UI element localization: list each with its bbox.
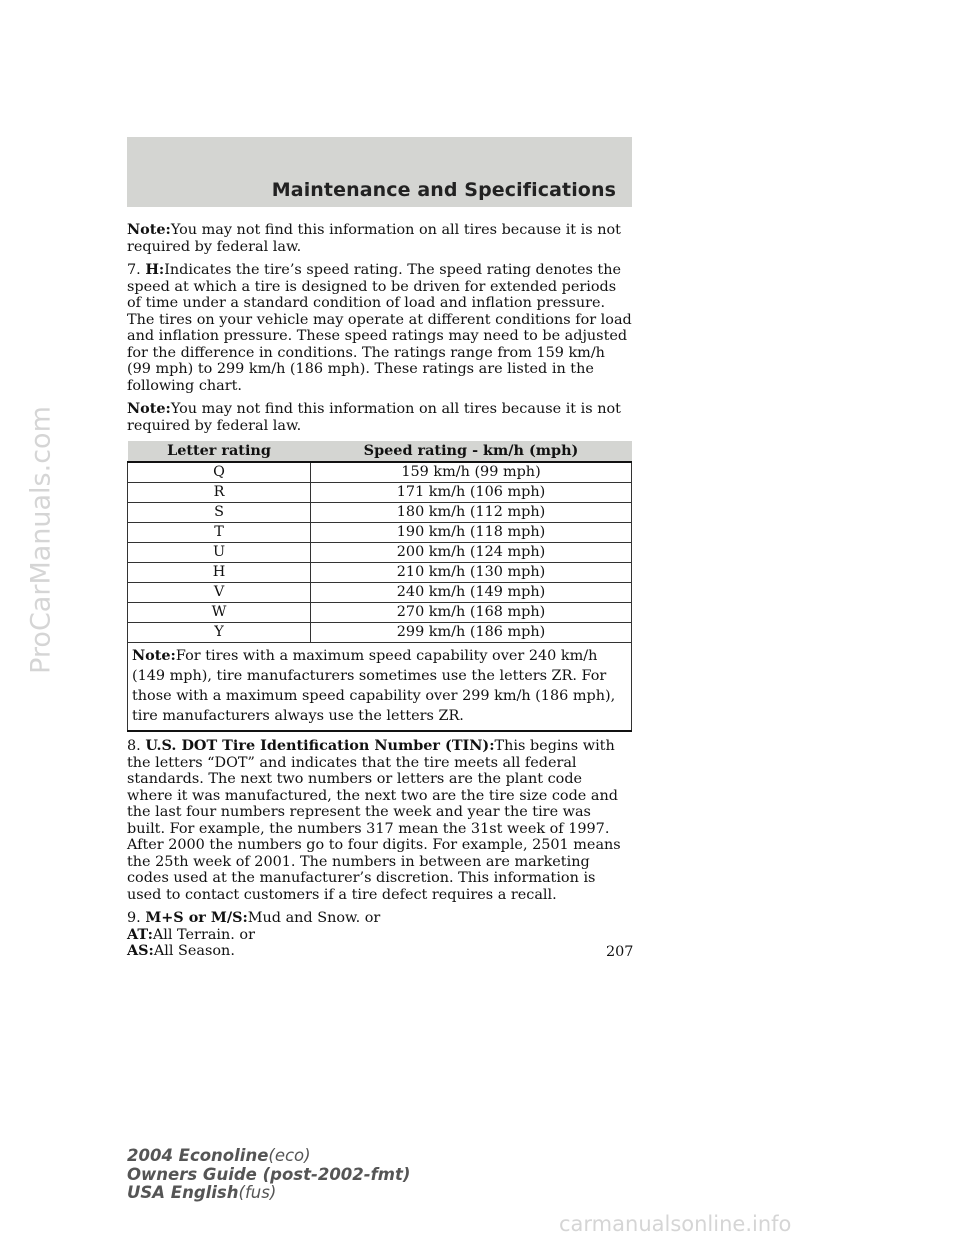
- item-text: All Season.: [153, 943, 235, 959]
- column-header: Letter rating: [128, 441, 311, 462]
- letter-cell: V: [128, 583, 311, 603]
- note-text: For tires with a maximum speed capability over 240 km/h (149 mph), tire manufacturers sometimes use the letters ZR. For those with a maximum speed capability over 299 km/h (186 mph), tire manufacturers always use the letters ZR.: [132, 648, 616, 724]
- letter-cell: R: [128, 483, 311, 503]
- note-text: You may not find this information on all tires because it is not required by federal law.: [127, 222, 621, 255]
- table-row: [128, 503, 632, 523]
- speed-cell: 270 km/h (168 mph): [311, 603, 632, 623]
- table-header-row: [128, 441, 632, 462]
- speed-rating-table: [127, 441, 632, 732]
- speed-cell: 200 km/h (124 mph): [311, 543, 632, 563]
- item-number: 8.: [127, 738, 146, 754]
- footer-line-1: [127, 1147, 410, 1166]
- table-row: [128, 462, 632, 483]
- item-text: All Terrain. or: [152, 926, 255, 943]
- item-8-paragraph: [127, 738, 632, 903]
- speed-cell: 171 km/h (106 mph): [311, 483, 632, 503]
- section-title: Maintenance and Specifications: [271, 179, 616, 201]
- footer-model: 2004 Econoline: [127, 1146, 269, 1165]
- letter-cell: H: [128, 563, 311, 583]
- table-row: [128, 483, 632, 503]
- table-row: [128, 543, 632, 563]
- letter-cell: W: [128, 603, 311, 623]
- item-label: AS:: [127, 942, 154, 959]
- letter-cell: T: [128, 523, 311, 543]
- section-header: [127, 137, 632, 207]
- item-label: AT:: [127, 925, 153, 943]
- note-text: You may not find this information on all tires because it is not required by federal law.: [127, 401, 621, 434]
- at-line: [127, 927, 632, 944]
- column-header: Speed rating - km/h (mph): [311, 441, 632, 462]
- side-watermark: ProCarManuals.com: [25, 406, 57, 674]
- letter-cell: S: [128, 503, 311, 523]
- table-row: [128, 603, 632, 623]
- site-watermark: carmanualsonline.info: [559, 1212, 792, 1236]
- item-number: 7.: [127, 262, 146, 278]
- item-text: Indicates the tire’s speed rating. The speed rating denotes the speed at which a tire is designed to be driven for extended periods of time under a standard condition of load and inflation pressure. The tires on your vehicle may operate at different conditions for load and inflation pressure. These speed ratings may need to be adjusted for the difference in conditions. The ratings range from 159 km/h (99 mph) to 299 km/h (186 mph). These ratings are listed in the following chart.: [127, 262, 632, 394]
- speed-cell: 210 km/h (130 mph): [311, 563, 632, 583]
- item-label: U.S. DOT Tire Identification Number (TIN):: [145, 737, 495, 754]
- page-number: 207: [606, 944, 634, 960]
- table-note: [128, 643, 632, 732]
- footer-model-code: (eco): [268, 1146, 311, 1165]
- item-number: 9.: [127, 910, 146, 926]
- footer-language-code: (fus): [238, 1183, 277, 1202]
- speed-cell: 180 km/h (112 mph): [311, 503, 632, 523]
- item-text: This begins with the letters “DOT” and indicates that the tire meets all federal standards. The next two numbers or letters are the plant code where it was manufactured, the next two are the tire size code and the last four numbers represent the week and year the tire was built. For example, the numbers 317 mean the 31st week of 1997. After 2000 the numbers go to four digits. For example, 2501 means the 25th week of 2001. The numbers in between are marketing codes used at the manufacturer’s discretion. This information is used to contact customers if a tire defect requires a recall.: [127, 738, 621, 903]
- item-9-paragraph: [127, 910, 632, 927]
- page-content: [127, 222, 632, 967]
- note-label: Note:: [127, 221, 171, 238]
- table-row: [128, 623, 632, 643]
- speed-cell: 159 km/h (99 mph): [311, 462, 632, 483]
- letter-cell: Y: [128, 623, 311, 643]
- footer-line-3: [127, 1184, 410, 1203]
- item-label: H:: [145, 261, 165, 278]
- note-paragraph: [127, 401, 632, 434]
- item-7-paragraph: [127, 262, 632, 394]
- item-label: M+S or M/S:: [145, 909, 248, 926]
- letter-cell: Q: [128, 462, 311, 483]
- note-paragraph: [127, 222, 632, 255]
- table-row: [128, 583, 632, 603]
- speed-cell: 190 km/h (118 mph): [311, 523, 632, 543]
- as-line: [127, 943, 632, 960]
- table-note-row: [128, 643, 632, 732]
- speed-cell: 240 km/h (149 mph): [311, 583, 632, 603]
- item-text: Mud and Snow. or: [247, 910, 381, 926]
- note-label: Note:: [132, 647, 176, 664]
- document-footer: [127, 1147, 410, 1203]
- note-label: Note:: [127, 400, 171, 417]
- speed-cell: 299 km/h (186 mph): [311, 623, 632, 643]
- table-row: [128, 523, 632, 543]
- table-row: [128, 563, 632, 583]
- letter-cell: U: [128, 543, 311, 563]
- footer-language: USA English: [127, 1183, 239, 1202]
- footer-line-2: Owners Guide (post-2002-fmt): [127, 1164, 411, 1184]
